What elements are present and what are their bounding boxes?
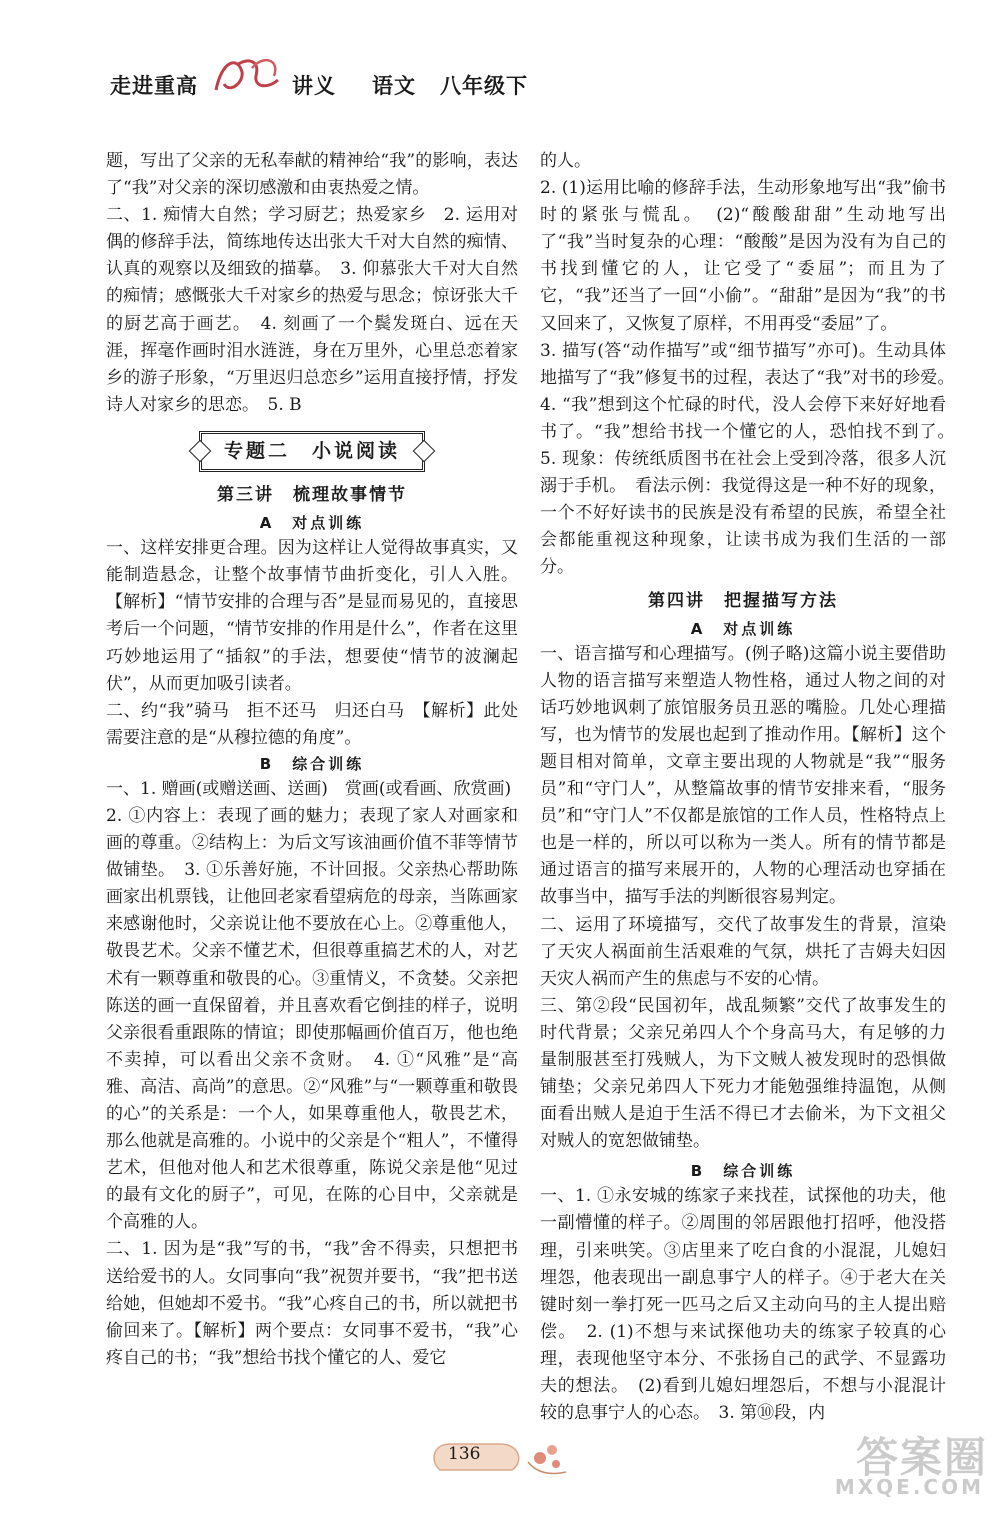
lecture-title: 第四讲 把握描写方法 (648, 590, 838, 611)
section-title: 专题二 小说阅读 (199, 431, 425, 472)
paragraph: 的人。 (540, 151, 591, 171)
left-column (106, 148, 518, 1372)
paragraph: 3. 描写(答“动作描写”或“细节描写”亦可)。生动具体地描写了“我”修复书的过程，表达了“我”对书的珍爱。 4. “我”想到这个忙碌的时代，没人会停下来好好地看书了。“我”想给书找一个懂它的人，恐怕找不到了。 5. 现象：传统纸质图书在社会上受到冷落，很多人沉溺于手机。 看法示例：我觉得这是一种不好的现象，一个不好好读书的民族是没有希望的民族，希望全社会都能重视这种现象，让读书成为我们生活的一部分。 (540, 340, 963, 578)
paragraph: 一、语言描写和心理描写。(例子略)这篇小说主要借助人物的语言描写来塑造人物性格，通过人物之间的对话巧妙地讽刺了旅馆服务员丑恶的嘴脸。几处心理描写，也为情节的发展也起到了推动作用。【解析】这个题目相对简单，文章主要出现的人物就是“我”“服务员”和“守门人”，从整篇故事的情节安排来看，“服务员”和“守门人”不仅都是旅馆的工作人员，性格特点上也是一样的，所以可以称为一类人。所有的情节都是通过语言的描写来展开的，人物的心理活动也穿插在故事当中，描写手法的判断很容易判定。 (540, 643, 946, 908)
paragraph: 一、1. ①永安城的练家子来找茬，试探他的功夫，他一副懵懂的样子。②周围的邻居跟他打招呼，他没搭理，引来哄笑。③店里来了吃白食的小混混，儿媳妇埋怨，他表现出一副息事宁人的样子。④于老大在关键时刻一拳打死一匹马之后又主动向马的主人提出赔偿。 2. (1)不想与来试探他功夫的练家子较真的心理，表现他坚守本分、不张扬自己的武学、不显露功夫的想法。 (2)看到儿媳妇埋怨后，不想与小混混计较的息事宁人的心态。 3. 第⑩段，内 (540, 1186, 946, 1424)
watermark-text: 答案圈 (855, 1433, 988, 1482)
paragraph: 二、运用了环境描写，交代了故事发生的背景，渲染了天灾人祸面前生活艰难的气氛，烘托了吉姆夫妇因天灾人祸而产生的焦虑与不安的心情。 (540, 914, 946, 989)
series-title: 走进重高 (110, 74, 198, 98)
page-footer (420, 1432, 590, 1482)
paragraph: 2. (1)运用比喻的修辞手法，生动形象地写出“我”偷书时的紧张与慌乱。 (2)“酸酸甜甜”生动地写出了“我”当时复杂的心理：“酸酸”是因为没有为自己的书找到懂它的人，让它受了“委屈”；而且为了它，“我”还当了一回“小偷”。“甜甜”是因为“我”的书又回来了，又恢复了原样，不用再受“委屈”了。 (540, 178, 946, 334)
paragraph: 二、约“我”骑马 拒不还马 归还白马 【解析】此处需要注意的是“从穆拉德的角度”。 (106, 700, 518, 748)
paragraph: 一、1. 赠画(或赠送画、送画) 赏画(或看画、欣赏画) (106, 778, 512, 799)
paragraph: 三、第②段“民国初年，战乱频繁”交代了故事发生的时代背景；父亲兄弟四人个个身高马大，有足够的力量制服甚至打残贼人，为下文贼人被发现时的恐惧做铺垫；父亲兄弟四人下死力才能勉强维持温饱，从侧面看出贼人是迫于生活不得已才去偷米，为下文祖父对贼人的宽恕做铺垫。 (540, 995, 946, 1152)
paragraph: 二、1. 痴情大自然；学习厨艺；热爱家乡 2. 运用对偶的修辞手法，简练地传达出张大千对大自然的痴情、认真的观察以及细致的描摹。 3. 仰慕张大千对大自然的痴情；感慨张大千对家乡的热爱与思念；惊讶张大千的厨艺高于画艺。 4. 刻画了一个鬓发斑白、远在天涯，挥毫作画时泪水涟涟，身在万里外，心里总恋着家乡的游子形象，“万里迟归总恋乡”运用直接抒情，抒发诗人对家乡的思恋。 5. B (106, 205, 518, 415)
page-header (110, 62, 890, 112)
page-number: 136 (448, 1444, 481, 1464)
subsection-title: B 综合训练 (259, 754, 365, 773)
peiyou-logo (208, 50, 288, 106)
lecture-title: 第三讲 梳理故事情节 (217, 485, 407, 506)
paragraph: 二、1. 因为是“我”写的书，“我”舍不得卖，只想把书送给爱书的人。女同事向“我”祝贺并要书，“我”把书送给她，但她却不爱书。“我”心疼自己的书，所以就把书偷回来了。【解析】两个要点：女同事不爱书，“我”心疼自己的书；“我”想给书找个懂它的人、爱它 (106, 1239, 518, 1368)
subsection-title: A 对点训练 (259, 514, 365, 533)
paragraph: 一、这样安排更合理。因为这样让人觉得故事真实，又能制造悬念，让整个故事情节曲折变化，引人入胜。【解析】“情节安排的合理与否”是显而易见的，直接思考后一个问题，“情节安排的作用是什么”，作者在这里巧妙地运用了“插叙”的手法，想要使“情节的波澜起伏”，从而更加吸引读者。 (106, 538, 518, 694)
subject-label: 语文 (372, 74, 416, 98)
subsection-title: B 综合训练 (690, 1162, 796, 1181)
paragraph: 2. ①内容上：表现了画的魅力；表现了家人对画家和画的尊重。②结构上：为后文写该油画价值不菲等情节做铺垫。 3. ①乐善好施，不计回报。父亲热心帮助陈画家出机票钱，让他回老家看望病危的母亲，当陈画家来感谢他时，父亲说让他不要放在心上。②尊重他人，敬畏艺术。父亲不懂艺术，但很尊重搞艺术的人，对艺术有一颗尊重和敬畏的心。③重情义，不贪婪。父亲把陈送的画一直保留着，并且喜欢看它倒挂的样子，说明父亲很看重跟陈的情谊；即使那幅画价值百万，他也绝不卖掉，可以看出父亲不贪财。 4. ①“风雅”是“高雅、高洁、高尚”的意思。②“风雅”与“一颗尊重和敬畏的心”的关系是：一个人，如果尊重他人，敬畏艺术，那么他就是高雅的。小说中的父亲是个“粗人”，不懂得艺术，但他对他人和艺术很尊重，陈说父亲是他“见过的最有文化的厨子”，可见，在陈的心目中，父亲就是个高雅的人。 (106, 805, 518, 1233)
jiangyi-label: 讲义 (292, 74, 336, 98)
subsection-title: A 对点训练 (690, 619, 796, 638)
paragraph: 题，写出了父亲的无私奉献的精神给“我”的影响，表达了“我”对父亲的深切感激和由衷热爱之情。 (106, 151, 518, 199)
right-column (540, 148, 963, 1427)
watermark (818, 1425, 988, 1505)
page-number-ornament (420, 1432, 590, 1482)
watermark-url: MXQE.COM (834, 1475, 984, 1499)
grade-label: 八年级下 (440, 74, 528, 98)
